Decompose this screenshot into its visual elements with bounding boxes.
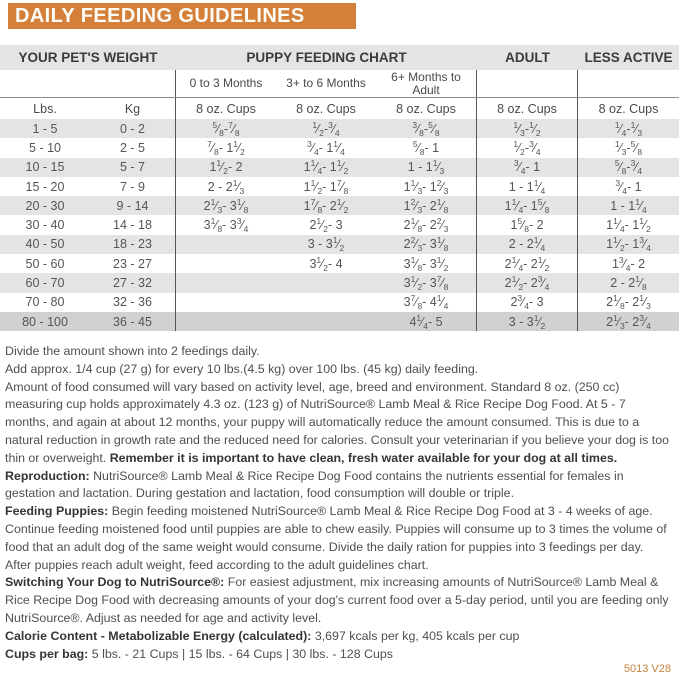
- note-text: 5 lbs. - 21 Cups | 15 lbs. - 64 Cups | 30 lbs. - 128 Cups: [91, 646, 393, 661]
- cell-3-6-months: [276, 293, 376, 312]
- cell-0-3-months: [176, 273, 276, 292]
- note-bold-text: Feeding Puppies:: [5, 504, 112, 519]
- note-bold-text: Remember it is important to have clean, fresh water available for your dog at all times.: [109, 450, 618, 465]
- unit-label-3-6: 8 oz. Cups: [296, 101, 356, 116]
- note-text: For easiest adjustment, mix increasing amounts of NutriSource® Lamb Meal & Rice Recipe Dog Food with decreasing amounts of your dog's current food over a 5-day period, until you are feeding only NutriSource®. Adjust as needed for age and activity level.: [5, 575, 669, 625]
- month-header-spacer: [0, 70, 176, 97]
- cell-0-3-months: [176, 293, 276, 312]
- cell-adult: 2 - 2 $^1⁄_4$: [477, 235, 578, 254]
- cell-6-months-adult: 3 $^7⁄_8$ - 4 $^1⁄_4$: [376, 293, 477, 312]
- unit-label-6-adult: 8 oz. Cups: [376, 98, 477, 119]
- cell-adult: 2 $^3⁄_4$ - 3: [477, 293, 578, 312]
- header-your-pets-weight: YOUR PET'S WEIGHT: [18, 50, 158, 65]
- cell-3-6-months: 3 - 3 $^1⁄_2$: [307, 235, 345, 254]
- cell-3-6-months: 1 $^1⁄_2$ - 1 $^7⁄_8$: [303, 177, 349, 196]
- cell-adult: $^1⁄_2$ - $^3⁄_4$: [477, 138, 578, 157]
- note-paragraph: [5, 574, 670, 627]
- page-title-text: DAILY FEEDING GUIDELINES: [15, 4, 305, 27]
- cell-adult: $^1⁄_3$ - $^1⁄_2$: [477, 119, 578, 138]
- cell-3-6-months: 1 $^7⁄_8$ - 2 $^1⁄_2$: [303, 196, 349, 215]
- header-0-to-3-months: 0 to 3 Months: [189, 76, 263, 91]
- header-adult: ADULT: [505, 50, 550, 65]
- cell-adult: $^3⁄_4$ - 1: [477, 158, 578, 177]
- cell-3-6-months: [276, 273, 376, 292]
- table-row: [0, 254, 679, 273]
- product-code: 5013 V28: [623, 663, 671, 675]
- table-group-header-row: [0, 45, 679, 70]
- cell-kg: 2 - 5: [90, 138, 176, 157]
- cell-adult: 2 $^1⁄_4$ - 2 $^1⁄_2$: [477, 254, 578, 273]
- note-paragraph: [5, 646, 670, 664]
- cell-less-active: 1 $^1⁄_4$ - 1 $^1⁄_2$: [606, 216, 651, 235]
- cell-lbs: 20 - 30: [25, 198, 65, 213]
- cell-less-active: $^5⁄_8$ - $^3⁄_4$: [614, 158, 643, 177]
- cell-lbs: 1 - 5: [32, 121, 58, 136]
- cell-kg: 7 - 9: [90, 177, 176, 196]
- unit-label-less-active: 8 oz. Cups: [598, 101, 659, 116]
- cell-less-active: $^3⁄_4$ - 1: [615, 177, 642, 196]
- cell-6-months-adult: $^5⁄_8$ - 1: [376, 138, 477, 157]
- table-row: [0, 235, 679, 254]
- cell-0-3-months: [176, 312, 276, 331]
- month-header-less-active-spacer: [578, 70, 679, 97]
- cell-lbs: 30 - 40: [25, 218, 65, 233]
- cell-0-3-months: 2 - 2 $^1⁄_3$: [207, 177, 245, 196]
- cell-less-active: 2 - 2 $^1⁄_8$: [610, 274, 647, 293]
- note-paragraph: [5, 361, 670, 379]
- cell-kg: 27 - 32: [90, 273, 176, 292]
- cell-6-months-adult: 3 $^1⁄_8$ - 3 $^1⁄_2$: [376, 254, 477, 273]
- cell-3-6-months: $^1⁄_2$ - $^3⁄_4$: [312, 119, 340, 138]
- table-month-header-row: [0, 70, 679, 97]
- note-bold-text: Switching Your Dog to NutriSource®:: [5, 575, 228, 590]
- cell-lbs: 80 - 100: [22, 314, 68, 329]
- note-bold-text: Calorie Content - Metabolizable Energy (calculated):: [5, 628, 315, 643]
- cell-6-months-adult: 1 $^1⁄_3$ - 1 $^2⁄_3$: [376, 177, 477, 196]
- cell-kg: 36 - 45: [90, 312, 176, 331]
- cell-lbs: 15 - 20: [25, 179, 65, 194]
- feeding-notes: [5, 343, 670, 663]
- cell-kg: 0 - 2: [90, 119, 176, 138]
- cell-0-3-months: [176, 254, 276, 273]
- cell-kg: 18 - 23: [90, 235, 176, 254]
- table-row: [0, 215, 679, 234]
- header-lbs: Lbs.: [33, 101, 57, 116]
- note-bold-text: Cups per bag:: [5, 646, 92, 661]
- feeding-table-body: [0, 119, 679, 331]
- cell-less-active: 1 $^1⁄_2$ - 1 $^3⁄_4$: [606, 235, 651, 254]
- cell-3-6-months: 3 $^1⁄_2$ - 4: [309, 254, 343, 273]
- header-less-active: LESS ACTIVE: [584, 50, 673, 65]
- cell-0-3-months: [176, 235, 276, 254]
- cell-6-months-adult: $^3⁄_8$ - $^5⁄_8$: [376, 119, 477, 138]
- cell-lbs: 60 - 70: [25, 276, 65, 291]
- cell-lbs: 10 - 15: [25, 160, 65, 175]
- cell-lbs: 70 - 80: [25, 295, 65, 310]
- cell-0-3-months: $^7⁄_8$ - 1 $^1⁄_2$: [207, 138, 245, 157]
- cell-adult: 1 $^5⁄_8$ - 2: [477, 215, 578, 234]
- header-6-months-to-adult: 6+ Months to Adult: [376, 70, 477, 97]
- cell-lbs: 5 - 10: [29, 140, 61, 155]
- note-paragraph: [5, 468, 670, 504]
- cell-lbs: 40 - 50: [25, 237, 65, 252]
- cell-6-months-adult: 4 $^1⁄_4$ - 5: [376, 312, 477, 331]
- note-text: NutriSource® Lamb Meal & Rice Recipe Dog Food contains the nutrients essential for females in gestation and lactation. During gestation and lactation, food consumption will double or triple.: [5, 468, 624, 501]
- cell-less-active: 2 $^1⁄_3$ - 2 $^3⁄_4$: [606, 312, 651, 331]
- cell-6-months-adult: 1 - 1 $^1⁄_3$: [376, 158, 477, 177]
- cell-kg: 23 - 27: [90, 254, 176, 273]
- table-row: [0, 158, 679, 177]
- cell-0-3-months: 2 $^1⁄_3$ - 3 $^1⁄_8$: [203, 196, 249, 215]
- cell-less-active: $^1⁄_3$ - $^5⁄_8$: [614, 138, 643, 157]
- cell-kg: 32 - 36: [90, 293, 176, 312]
- cell-adult: 1 - 1 $^1⁄_4$: [477, 177, 578, 196]
- cell-kg: 9 - 14: [90, 196, 176, 215]
- note-text: Amount of food consumed will vary based on activity level, age, breed and environment. Standard 8 oz. (250 cc) measuring cup holds approximately 4.3 oz. (123 g) of NutriSource® Lamb Meal & Rice Recipe Dog Food. At 5 - 7 months, and again at about 12 months, your puppy will automatically reduce the amount consumed. This is due to a natural reduction in growth rate and the reduced need for calories. Consult your veterinarian if you believe your dog is too thin or overweight.: [5, 379, 669, 465]
- month-header-adult-spacer: [477, 70, 578, 97]
- table-row: [0, 177, 679, 196]
- table-row: [0, 138, 679, 157]
- unit-label-adult: 8 oz. Cups: [477, 98, 578, 119]
- page-title: [8, 3, 356, 29]
- header-puppy-feeding-chart: PUPPY FEEDING CHART: [246, 50, 407, 65]
- cell-less-active: 1 - 1 $^1⁄_4$: [610, 196, 647, 215]
- table-row: [0, 273, 679, 292]
- table-row: [0, 196, 679, 215]
- note-text: Begin feeding moistened NutriSource® Lamb Meal & Rice Recipe Dog Food at 3 - 4 weeks of age. Continue feeding moistened food until puppies are able to chew easily. Puppies will consume up to 3 times the volume of food that an adult dog of the same weight would consume. Divide the daily ration for puppies into 3 feedings per day. After puppies reach adult weight, feed according to the adult guidelines chart.: [5, 504, 667, 572]
- cell-0-3-months: 1 $^1⁄_2$ - 2: [209, 158, 243, 177]
- cell-less-active: 2 $^1⁄_8$ - 2 $^1⁄_3$: [606, 293, 651, 312]
- cell-adult: 3 - 3 $^1⁄_2$: [477, 312, 578, 331]
- feeding-guidelines-table: [0, 45, 679, 331]
- cell-3-6-months: [276, 312, 376, 331]
- cell-adult: 1 $^1⁄_4$ - 1 $^5⁄_8$: [477, 196, 578, 215]
- note-text: Divide the amount shown into 2 feedings daily.: [5, 344, 260, 358]
- cell-less-active: 1 $^3⁄_4$ - 2: [611, 254, 646, 273]
- cell-less-active: $^1⁄_4$ - $^1⁄_3$: [614, 119, 643, 138]
- header-3-to-6-months: 3+ to 6 Months: [286, 76, 366, 91]
- cell-6-months-adult: 2 $^2⁄_3$ - 3 $^1⁄_8$: [376, 235, 477, 254]
- note-text: Add approx. 1/4 cup (27 g) for every 10 lbs.(4.5 kg) over 100 lbs. (45 kg) daily feeding.: [5, 361, 479, 376]
- table-row: [0, 119, 679, 138]
- table-units-row: [0, 97, 679, 119]
- note-paragraph: [5, 628, 670, 646]
- note-paragraph: [5, 343, 670, 361]
- cell-6-months-adult: 2 $^1⁄_8$ - 2 $^2⁄_3$: [376, 215, 477, 234]
- table-row: [0, 312, 679, 331]
- cell-kg: 5 - 7: [90, 158, 176, 177]
- cell-3-6-months: 2 $^1⁄_2$ - 3: [309, 216, 343, 235]
- cell-0-3-months: 3 $^1⁄_8$ - 3 $^3⁄_4$: [203, 216, 249, 235]
- note-text: 3,697 kcals per kg, 405 kcals per cup: [314, 628, 520, 643]
- cell-6-months-adult: 3 $^1⁄_2$ - 3 $^7⁄_8$: [376, 273, 477, 292]
- cell-adult: 2 $^1⁄_2$ - 2 $^3⁄_4$: [477, 273, 578, 292]
- cell-6-months-adult: 1 $^2⁄_3$ - 2 $^1⁄_8$: [376, 196, 477, 215]
- header-kg: Kg: [90, 98, 176, 119]
- cell-0-3-months: $^5⁄_8$ - $^7⁄_8$: [212, 119, 240, 138]
- cell-kg: 14 - 18: [90, 215, 176, 234]
- unit-label-0-3: 8 oz. Cups: [196, 101, 256, 116]
- note-paragraph: [5, 503, 670, 574]
- note-paragraph: [5, 379, 670, 468]
- cell-lbs: 50 - 60: [25, 256, 65, 271]
- cell-3-6-months: $^3⁄_4$ - 1 $^1⁄_4$: [307, 138, 345, 157]
- cell-3-6-months: 1 $^1⁄_4$ - 1 $^1⁄_2$: [303, 158, 349, 177]
- note-bold-text: Reproduction:: [5, 468, 94, 483]
- table-row: [0, 293, 679, 312]
